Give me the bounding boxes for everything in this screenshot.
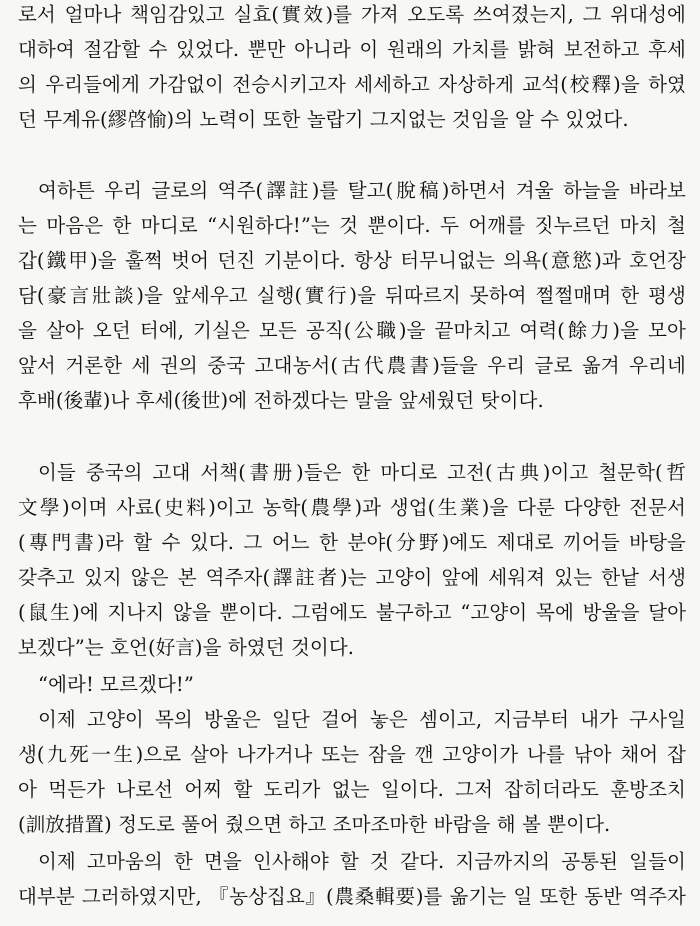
paragraph-5-line-2: 대부분 그러하였지만, 『농상집요』(農桑輯要)를 옮기는 일 또한 동반 역주자: [18, 885, 686, 908]
paragraph-3-line-1: 이들 중국의 고대 서책(書册)들은 한 마디로 고전(古典)이고 철문학(哲: [38, 461, 686, 484]
paragraph-4-line-2: 생(九死一生)으로 살아 나가거나 또는 잠을 깬 고양이가 나를 낚아 채어 잡: [18, 743, 686, 766]
paragraph-3-line-3: (專門書)라 할 수 있다. 그 어느 한 분야(分野)에도 제대로 끼어들 바탕을: [18, 531, 686, 554]
paragraph-2-line-2: 는 마음은 한 마디로 “시원하다!”는 것 뿐이다. 두 어깨를 짓누르던 마치 철: [18, 214, 686, 237]
paragraph-1-line-3: 의 우리들에게 가감없이 전승시키고자 세세하고 자상하게 교석(校釋)을 하였: [18, 73, 686, 96]
paragraph-3-line-4: 갖추고 있지 않은 본 역주자(譯註者)는 고양이 앞에 세워져 있는 한낱 서생: [18, 566, 686, 589]
paragraph-2-line-6: 앞서 거론한 세 권의 중국 고대농서(古代農書)들을 우리 글로 옮겨 우리네: [18, 354, 686, 377]
paragraph-4-line-1: 이제 고양이 목의 방울은 일단 걸어 놓은 셈이고, 지금부터 내가 구사일: [38, 708, 686, 731]
paragraph-2-line-1: 여하튼 우리 글로의 역주(譯註)를 탈고(脫稿)하면서 겨울 하늘을 바라보: [38, 179, 686, 202]
paragraph-5-line-1: 이제 고마움의 한 면을 인사해야 할 것 같다. 지금까지의 공통된 일들이: [38, 850, 686, 873]
paragraph-1-line-2: 대하여 절감할 수 있었다. 뿐만 아니라 이 원래의 가치를 밝혀 보전하고 후세: [18, 38, 686, 61]
paragraph-3-line-6: 보겠다”는 호언(好言)을 하였던 것이다.: [18, 636, 355, 659]
paragraph-2-line-5: 을 살아 오던 터에, 기실은 모든 공직(公職)을 끝마치고 여력(餘力)을 모아: [18, 319, 686, 342]
paragraph-4-line-4: (訓放措置) 정도로 풀어 줬으면 하고 조마조마한 바람을 해 볼 뿐이다.: [18, 813, 611, 836]
paragraph-4-line-3: 아 먹든가 나로선 어찌 할 도리가 없는 일이다. 그저 잡히더라도 훈방조치: [18, 778, 686, 801]
paragraph-2-line-7: 후배(後輩)나 후세(後世)에 전하겠다는 말을 앞세웠던 탓이다.: [18, 389, 544, 412]
paragraph-2-line-4: 담(豪言壯談)을 앞세우고 실행(實行)을 뒤따르지 못하여 쩔쩔매며 한 평생: [18, 284, 686, 307]
paragraph-1-line-4: 던 무계유(繆啓愉)의 노력이 또한 놀랍기 그지없는 것임을 알 수 있었다.: [18, 108, 629, 131]
paragraph-1-line-1: 로서 얼마나 책임감있고 실효(實效)를 가져 오도록 쓰여졌는지, 그 위대성에: [18, 3, 686, 26]
paragraph-2-line-3: 갑(鐵甲)을 훌쩍 벗어 던진 기분이다. 항상 터무니없는 의욕(意慾)과 호언장: [18, 249, 686, 272]
paragraph-3-line-5: (鼠生)에 지나지 않을 뿐이다. 그럼에도 불구하고 “고양이 목에 방울을 달아: [18, 601, 686, 624]
quote-line: “에라! 모르겠다!”: [38, 673, 194, 696]
paragraph-3-line-2: 文學)이며 사료(史料)이고 농학(農學)과 생업(生業)을 다룬 다양한 전문서: [18, 496, 686, 519]
